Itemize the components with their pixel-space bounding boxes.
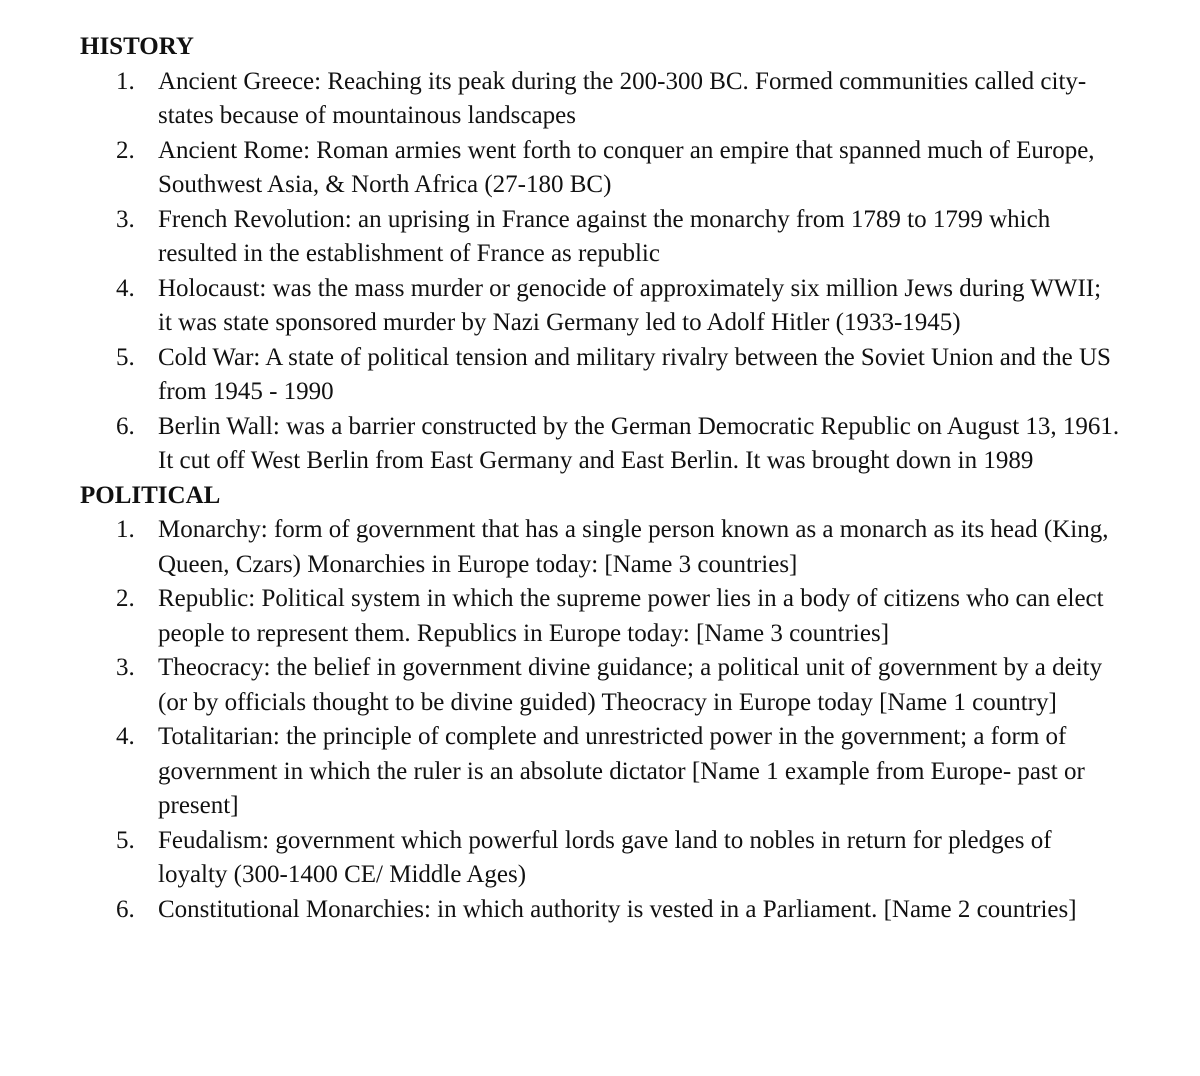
item-number: 1.: [116, 67, 135, 95]
list-item: [80, 410, 1120, 479]
item-text: Totalitarian: the principle of complete and unrestricted power in the government; a form of government in which the ruler is an absolute dictator [Name 1 example from Europe- past or present]: [158, 723, 1085, 819]
item-text: Constitutional Monarchies: in which authority is vested in a Parliament. [Name 2 countries]: [158, 895, 1077, 923]
item-number: 4.: [116, 723, 135, 750]
section-heading: POLITICAL: [80, 481, 221, 509]
item-text: Ancient Greece: Reaching its peak during the 200-300 BC. Formed communities called city-states because of mountainous landscapes: [158, 67, 1087, 129]
item-text: Theocracy: the belief in government divine guidance; a political unit of government by a deity (or by officials thought to be divine guided) Theocracy in Europe today [Name 1 country]: [158, 654, 1103, 716]
item-text: Republic: Political system in which the supreme power lies in a body of citizens who can elect people to represent them. Republics in Europe today: [Name 3 countries]: [158, 585, 1104, 647]
item-number: 2.: [116, 136, 135, 164]
list-item: [80, 651, 1120, 720]
item-text: Monarchy: form of government that has a single person known as a monarch as its head (King, Queen, Czars) Monarchies in Europe today: [Name 3 countries]: [158, 516, 1109, 578]
item-number: 6.: [116, 895, 135, 923]
item-number: 3.: [116, 205, 135, 233]
list-item: [80, 513, 1120, 582]
list-item: [80, 893, 1120, 928]
document-body: [80, 30, 1120, 927]
list-item: [80, 720, 1120, 824]
item-text: Ancient Rome: Roman armies went forth to conquer an empire that spanned much of Europe, Southwest Asia, & North Africa (27-180 BC): [158, 136, 1095, 198]
item-number: 4.: [116, 274, 135, 302]
item-number: 5.: [116, 343, 135, 371]
item-text: Berlin Wall: was a barrier constructed by the German Democratic Republic on August 13, 1961. It cut off West Berlin from East Germany and East Berlin. It was brought down in 1989: [158, 412, 1120, 474]
list-item: [80, 203, 1120, 272]
section-heading: HISTORY: [80, 33, 194, 60]
section-history: [80, 30, 1120, 479]
item-text: Holocaust: was the mass murder or genocide of approximately six million Jews during WWII; it was state sponsored murder by Nazi Germany led to Adolf Hitler (1933-1945): [158, 274, 1102, 336]
list-item: [80, 134, 1120, 203]
list-item: [80, 272, 1120, 341]
political-list: [80, 513, 1120, 927]
item-number: 2.: [116, 585, 135, 612]
item-number: 6.: [116, 412, 135, 440]
item-text: Feudalism: government which powerful lords gave land to nobles in return for pledges of loyalty (300-1400 CE/ Middle Ages): [158, 826, 1052, 888]
list-item: [80, 341, 1120, 410]
history-list: [80, 65, 1120, 479]
item-number: 5.: [116, 826, 135, 854]
list-item: [80, 824, 1120, 893]
item-text: French Revolution: an uprising in France against the monarchy from 1789 to 1799 which resulted in the establishment of France as republic: [158, 205, 1051, 267]
item-text: Cold War: A state of political tension and military rivalry between the Soviet Union and the US from 1945 - 1990: [158, 343, 1111, 405]
list-item: [80, 65, 1120, 134]
section-political: [80, 479, 1120, 928]
list-item: [80, 582, 1120, 651]
item-number: 1.: [116, 516, 135, 543]
item-number: 3.: [116, 654, 135, 681]
